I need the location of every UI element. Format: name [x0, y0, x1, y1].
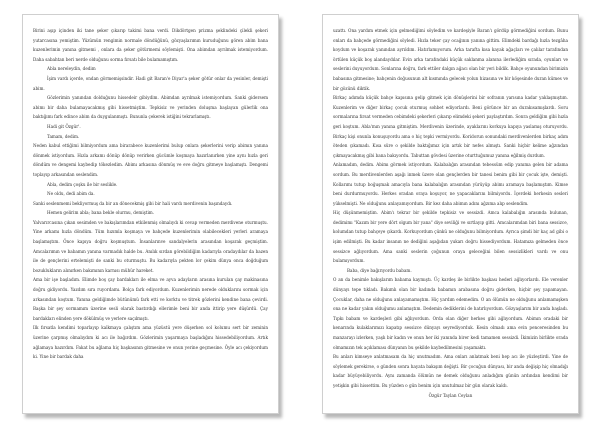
paragraph: Gözlerimin yanından dolduğunu hissedeir gibiydim. Abimdan ayrılmak istemiyordum. Sanki gidersem abimı bir daha bulamayacakmış gibi hissetmiştim. Tepkisiz ve yerinden doluşma başlayan gülerlik ona baktığımı fark edince abim da duygulanmıştı. Bununla çekerek istiğini tekrarlamıştı. [33, 95, 268, 120]
paragraph: Ne oldu, dedi abim da. [47, 191, 95, 197]
left-page [22, 14, 279, 414]
right-page-body [333, 26, 568, 407]
paragraph: Tamam, dedim. [47, 133, 80, 139]
paragraph: Yalvarırcasına çıkan sesimden ve bakışlarımdan etkilenmiş olmalıydı ki cevap vermeden merdivene oturmuştu. Yine arkamı hızla döndüm. Tüm hızımla koşmaya ve bahçede kuzenlerimin olabilecekleri yerleri aramaya başlamıştım. Önce kapıya doğru koşmuştum. İnsanlarınve sandalyelerin arasından koşarak geçmiştim. Amcalarımın ve babamın yanına varmadık halde bu. Anılık sırdan görebildiğim kadarıyla oradaydılar da bazen ile de gençlerini ertelemişti de sanki bu oturmuştu. Bu kadarıyla pekten lor çekim dünya onca doğduğum bozuklukların alınırken bakımının karnısı mühür hareket. [33, 219, 268, 273]
paragraph: Bu anları kimseye anlatmasam da hiç unutmadım. Ama onları anlatmak beni hep acı ile yüzleştirdi. Yine de söylemek gerekirse, o günden sonra hayata bakışım değişti. Bir çocuğun dünyası, bir anda değişip hiç olmadığı kadar büyüyebiliyordu. Aynı zamanda ölümün ne demek olduğunu anladığım günün ardından kendimi bir yetişkin gibi hissettim. Bu yüzden o gün benim için unutulmaz bir gün olarak kaldı. [333, 354, 568, 388]
paragraph: Birkaç adımda küçük bahçe kapısına gelip gitmek için dönüşlerini bir sofranın yarısına kadar yaklaşmıştım. Kuzenlerim ve diğer birkaç çocuk oturmuş sohbet ediyorlardı. Beni görünce bir an durakısamışlardı. Soru sormalarına fırsat vermeden cebimdeki şekerleri çıkarıp elimdeki şekeri paylaştırdım. Sonra geldiğim gibi hızla geri koştum. Abla'mın yanına gitmiştim. Merdivenin üzerinde, ayaklarını korkuya kapıya yaslamış oturuyordu. Birkaç kişi onunla konuşuyordu ama o hiç tepki vermiyordu. Koridorun sonundaki merdivenlerden birkaç adım öteden çıkamadı. Kısa süre o şekilde baktığımız için artık bir nefes almıştı. Sanki hiçbir kelime ağzından çıkmayacakmış gibi bana bakıyordu. Tabuttan gövdesi üzerine oturttuğumuz yanına eğilmiş durdum. [333, 95, 568, 158]
paragraph: Abla nereleydin, dedim [47, 66, 96, 72]
paragraph: Hemen gelirim abla; bana bekle olurmu, demiştim. [47, 210, 155, 216]
paragraph: uzattı. Ona yardım etmek için gelmediğimi söyledim ve kardeşiyle Baran'ı gördüp görmediğini sordum. Bunu onları da bahçede görmediğini söyledi. Hızla teker çay ocağının yanına gittim. Elimdeki bardağı hızla tezgâha koydum ve koşarak yanından ayrıldım. Hatırlamıyorum. Arka tarafta kısa kayak ağaçları ve çalılar tarafından örtülen küçük boş alandaydılar. Evin arka tarafındaki küçük saklanma alanına ilerlediğim sırada, oyunları ve seslerini duyuyordum. Sonlarına doğru, fark ettiler dalgın ağacı olan bir yeri bildik. Bahçe oyunundan birimizin babasına gitmesine; bahçenin doğusunun alt kısmında gelecek yolun hizasına ve bir köşesinde duran kümes ve bir gözünü diktik. [333, 28, 568, 91]
paragraph: Ilk fırsatla kendimi toparlayıp kalkmaya çalıştım ama yüzüstü yere düşerken sol kolumu sert bir zeminin üzerine çarpmış olmalıydım ki acı ile bağırdım. Gözlerimin yaşarmaya başladığını hissedebiliyordum. Artık ağlamaya hazırdım. Fakat bu ağlama hiç başkasının gitmesine ve onun yerine geçmesine. Öyle acı çekiyordum ki. Yine bir bardak daha [33, 325, 268, 360]
paragraph: Neden kabul ettiğimi bilmiyordum ama birarabece kuzenlerimi bulup onlara şekerlerini verip abimın yanına dönmek istiyordum. Hızla arkamı dönüp dönüp verirken gücümle koşmaya hazırlanırken yine aynı hızla geri döndüm ve dengemi kaybedip tökezledim. Abimı arkasına dönmüş ve eve doğru gitmeye başlamıştı. Dengemi toplayıp arkasından seslendim. [33, 143, 268, 177]
paragraph: Hiç düşünmemiştim. Abim'ı tekrar bir şekilde tepkisiz ve sessizdi. Amca kalabalığın arasında bulunan, dedimimı "Kazım bir yere dört olgum bir yana" diye seviliği ve sırtlayıp gitti. Amcalarımdan biri bana sessizce, kolumdan tutup bahçeye çıkardı. Korkuyordum çünkü ne olduğunu bilmiyordum. Ayrıca şimdi bir kaç ad gibi o işim edilmişti. Bu kadar insanın ne dediğini aşağıdan yukarı doğru hissediyordum. Hatamıza gelmeden önce sessizce ağlıyordum. Ama sanki seslerin çoğunun oraya geleceğini bilen sessizlikleri vardı ve onu bulamıyordum. [333, 210, 568, 264]
left-page-body [33, 26, 268, 407]
paragraph: Abla, dedim çoşku ile bir seslikle. [47, 181, 118, 187]
paragraph: Sanki seslenmemi bekliyormuş da bir an dönecekmiş gibi bir hali vardı merdivenin başındaydı. [33, 200, 233, 206]
paragraph: Baba, diye bağırıyordu babam. [347, 267, 412, 273]
paragraph: Ama bir işe başladım. Elimde boş çay bardakları ile elma ve ayva adayların arasına kurulan çay makinasına doğru gidiyordu. Yazdım sıra ruyordamı. Bolça fark ediyordum. Kuzenlerimin nerede olduklarını sormak için arkasından koştum. Yanına geldiğimde bütünümü fark etti ve korktu ve titrek gözlerini kendine bana çevirdi. Başka bir şey sormamım üzerine sesli olarak bastırdığı ellerimle beni bir anda ittirip yere düşürdü. Çay bardakları elinden yere dökülmüş ve yerlere saçılmıştı. [33, 277, 268, 321]
paragraph: Anlamadım, dedim. Abimı görmek istiyordum. Kalabalığın arasından tebessüm edip yanıma gelen bir adama sordum. Bu merdivenlerden aşağı inmek üzere olan gençlerden bir tanesi benim gibi bir çocuk işte, demişti. Kollarımı tutup boğuşmak amacıyla bana kalabalığın arasından yürüyüp abimı aramaya başlamıştım. Kimse beni durdurmuyordu. Herkes oradan oraya koşuyor, ne yapacaklarını bilmiyordu. İçerdeki herkesin sesleri yükselmişti. Ne olduğunu anlayamıyordum. Bir kez daha abimın adını ağzıma alıp seslendim. [333, 162, 568, 206]
paragraph: Birini aşıp içinden iki tane şeker çıkarıp takimi bana verdi. Dikdörtgen prizma şeklindeki çilekli şekeri yutarcasına yemiştim. Yüzümün rengimin normale döndüğünü, gözyaşlarımın kuruduğunu gören abim bana kuzenlerimin yanına gitmemi , onlara da şeker götürmemi söylemişti. Ona abimdan ayrılmak istemiyordum. Daha sabahtan beri nerde olduğunu sorma fırsatı bile bulamamıştım. [33, 28, 268, 62]
author-signature: Özgür Taylan Ceylan [428, 392, 473, 398]
paragraph: İşim vardı içerde, ondan görmemişsindir. Hadi git Baran'e Diyar'a şeker götür onlar da yesinler, demişti abim. [33, 75, 268, 91]
paragraph: O an da benimle bakışlarım babama kaymıştı. Üç kardeş ile birlikte başkası hederi ağlıyorlardı. Ele verenler dünyayı tepe tıkladı. Bakımlı olan bir kadında babamın arabasına doğru giderken, hiçbir şey yapamayan. Çocuklar, daha ne olduğunu anlayamamıştım. Hiç yardım edemedim. O an ölümün ne olduğunu anlamamışken ona ne kadar yakın olduğumu anlamıştım. Dedemin dediklerini de hatırlıyordum. Gözyaşlarım bir anda başladı. Tıpkı babam ve kardeşleri gibi ağlıyordum. Orda olan diğer herkes gibi ağlıyordum. Abimın oradaki bir kenarında kulaklarımızı kapatıp sessizce dünyayı seyrediyorduk. Kesin olmadı ama evin penceresinden bu manzarayı izlerken, yaşlı bir kadın ve onun her iki yanında birer kedi tamamen sessizdi. İkimizin birlikte orada olmamızın tek açıklaması dünyanın bu şekilde kaybedilmesini yaşamaktı. [333, 277, 568, 350]
right-page [322, 14, 579, 414]
paragraph: Hadi git Özgür'. [47, 123, 81, 129]
